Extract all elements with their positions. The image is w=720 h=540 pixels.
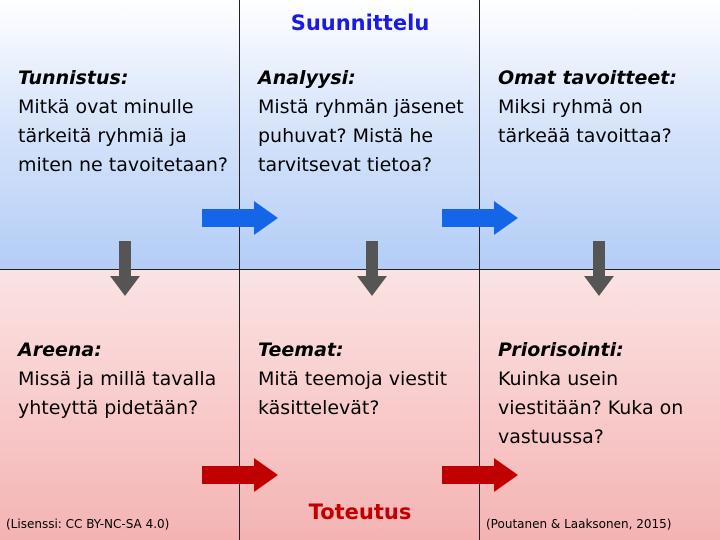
arrow-down-gray-icon	[357, 241, 387, 296]
cell-title: Analyysi:	[258, 67, 356, 89]
arrow-right-red-icon	[202, 458, 278, 492]
cell-teemat	[258, 336, 478, 423]
cell-title: Priorisointi:	[498, 339, 624, 361]
arrow-down-gray-icon	[110, 241, 140, 296]
cell-text: Mistä ryhmän jäsenet puhuvat? Mistä he tarvitsevat tietoa?	[258, 96, 464, 176]
cell-priorisointi	[498, 336, 718, 452]
cell-title: Teemat:	[258, 339, 344, 361]
cell-title: Areena:	[18, 339, 102, 361]
arrow-right-red-icon	[442, 458, 518, 492]
cell-text: Kuinka usein viestitään? Kuka on vastuussa?	[498, 368, 684, 448]
cell-text: Mitkä ovat minulle tärkeitä ryhmiä ja miten ne tavoitetaan?	[18, 96, 229, 176]
cell-title: Omat tavoitteet:	[498, 67, 677, 89]
cell-analyysi	[258, 64, 478, 180]
planning-title: Suunnittelu	[290, 11, 430, 35]
arrow-down-gray-icon	[584, 241, 614, 296]
cell-text: Mitä teemoja viestit käsittelevät?	[258, 368, 448, 419]
implementation-title: Toteutus	[308, 500, 412, 524]
cell-text: Missä ja millä tavalla yhteyttä pidetään?	[18, 368, 217, 419]
cell-text: Miksi ryhmä on tärkeää tavoittaa?	[498, 96, 672, 147]
license-note: (Lisenssi: CC BY-NC-SA 4.0)	[6, 517, 170, 531]
arrow-right-blue-icon	[442, 201, 518, 235]
cell-tunnistus	[18, 64, 238, 180]
cell-areena	[18, 336, 238, 423]
arrow-right-blue-icon	[202, 201, 278, 235]
source-citation: (Poutanen & Laaksonen, 2015)	[486, 517, 672, 531]
cell-omat-tavoitteet	[498, 64, 718, 151]
cell-title: Tunnistus:	[18, 67, 129, 89]
